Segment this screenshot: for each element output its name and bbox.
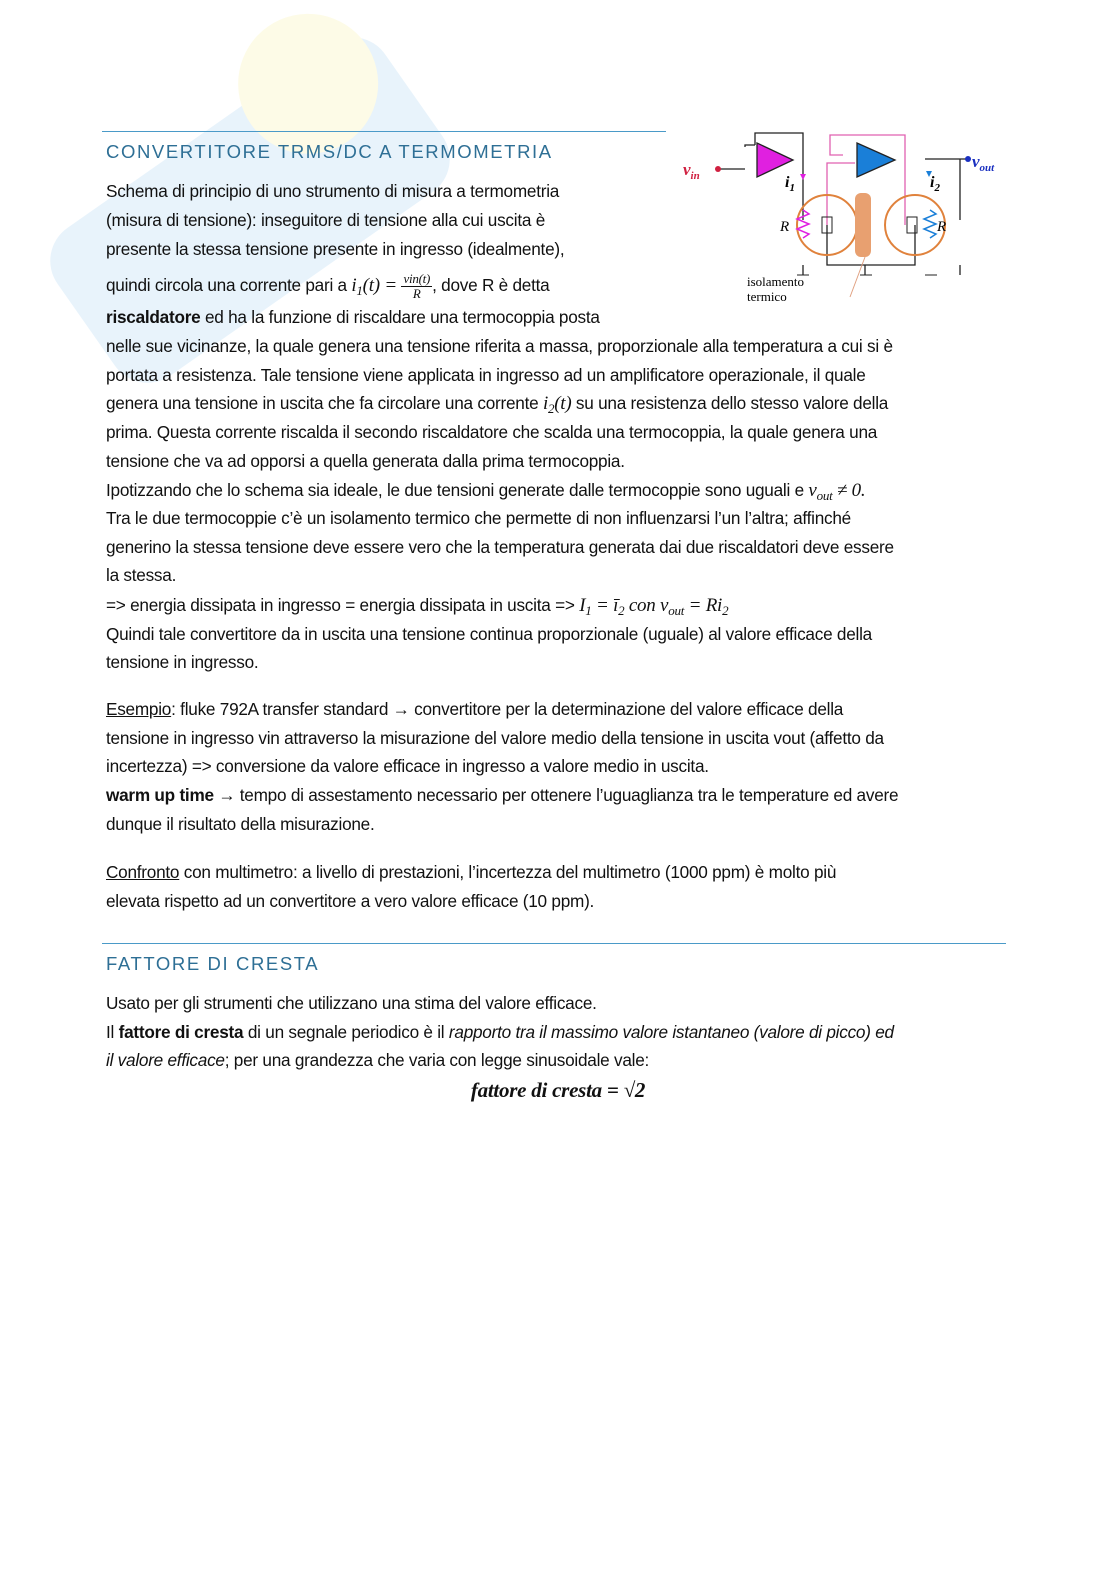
thermal-converter-circuit [675,125,1005,310]
text-m: i [542,393,548,414]
text-m: I [579,595,586,616]
text-line [106,180,559,202]
text-line [106,813,375,835]
text-line [106,594,728,622]
text-b: warm up time [106,785,214,805]
text-u: Confronto [106,862,180,882]
text: Usato per gli strumenti che utilizzano una stima del valore efficace. [106,993,597,1013]
text: tensione in ingresso vin attraverso la misurazione del valore medio della tensione in uscita vout (affetto da [106,728,884,748]
svg-text:i2: $i_2$ [930,174,940,194]
text-line [106,890,594,912]
text: di un segnale periodico è il [243,1022,449,1042]
text: → tempo di assestamento necessario per ottenere l’uguaglianza tra le temperature ed avere [213,785,899,805]
text-m: con v [624,595,669,616]
text-sub: 1 [585,603,592,618]
text-m: = Ri [684,595,723,616]
text-line [106,364,866,386]
text-line [106,755,709,777]
text: con multimetro: a livello di prestazioni, l’incertezza del multimetro (1000 ppm) è molto più [179,862,837,882]
text: dunque il risultato della misurazione. [106,814,375,834]
text-line [106,272,549,302]
text-m: (t) = [362,275,402,297]
text: Schema di principio di uno strumento di misura a termometria [106,181,560,201]
text: : fluke 792A transfer standard → convertitore per la determinazione del valore efficace della [171,699,844,719]
text-line [106,1021,894,1043]
text-sub: 2 [618,603,625,618]
section-rule [102,131,666,132]
text-sub: out [816,488,833,503]
text: Ipotizzando che lo schema sia ideale, le due tensioni generate dalle termocoppie sono uguali e [106,480,809,500]
text-line [106,209,545,231]
text-line [106,564,176,586]
text-line [106,507,851,529]
text-fnum: vin(t) [403,271,431,286]
svg-text:termico: termico [747,289,787,304]
text-i: rapporto tra il massimo valore istantaneo (valore di picco) ed [448,1022,894,1042]
text-sub: 2 [722,603,729,618]
svg-text:R: R [937,219,947,235]
text: tensione che va ad opporsi a quella generata dalla prima termocoppia. [106,451,625,471]
svg-text:isolamento: isolamento [747,274,805,289]
text-line [106,536,894,558]
text-line [106,450,625,472]
svg-text:vin: $v_{in}$ [683,160,700,182]
fraction [401,272,432,301]
text-line [106,698,843,720]
svg-text:vout: $v_{out}$ [972,152,995,174]
section-title: CONVERTITORE TRMS/DC A TERMOMETRIA [106,141,553,162]
text-m: i [351,275,357,297]
text: prima. Questa corrente riscalda il secondo riscaldatore che scalda una termocoppia, la quale genera una [106,422,878,442]
text-line [106,651,258,673]
text: (misura di tensione): inseguitore di tensione alla cui uscita è [106,210,546,230]
text: ; per una grandezza che varia con legge sinusoidale vale: [224,1050,650,1070]
text: incertezza) => conversione da valore efficace in ingresso a valore medio in uscita. [106,756,709,776]
text: nelle sue vicinanze, la quale genera una tensione riferita a massa, proporzionale alla temperatura a cui si è [106,336,893,356]
opamp-follower [757,143,793,177]
text: la stessa. [106,565,177,585]
text-i: il valore efficace [106,1050,225,1070]
text: Tra le due termocoppie c’è un isolamento termico che permette di non influenzarsi l’un l’altra; affinché [106,508,851,528]
text: generino la stessa tensione deve essere vero che la temperatura generata dai due riscaldatori deve essere [106,537,894,557]
text: tensione in ingresso. [106,652,259,672]
text: quindi circola una corrente pari a [106,275,352,296]
text-line [106,238,564,260]
svg-text:R: R [780,219,790,235]
text: portata a resistenza. Tale tensione viene applicata in ingresso ad un amplificatore operazionale, il quale [106,365,866,385]
text-line [106,392,888,420]
text: => energia dissipata in ingresso = energia dissipata in uscita => [106,595,580,615]
text-line [106,479,865,507]
section-title: FATTORE DI CRESTA [106,953,320,974]
text: , dove R è detta [432,275,550,296]
text-line [106,421,877,443]
text-sub: 1 [356,283,363,299]
text: ed ha la funzione di riscaldare una termocoppia posta [200,307,600,327]
text-b: fattore di cresta [118,1022,244,1042]
text-m: v [808,480,817,501]
text: presente la stessa tensione presente in ingresso (idealmente), [106,239,565,259]
svg-text:i1: $i_1$ [785,174,795,194]
text-fden: R [412,286,421,301]
text-line [106,623,872,645]
text-sub: 2 [547,401,555,416]
text-line [106,306,600,328]
text: Il [106,1022,119,1042]
text: genera una tensione in uscita che fa circolare una corrente [106,393,543,413]
text-line [106,992,597,1014]
formula: fattore di cresta = √2 [470,1078,646,1102]
text: elevata rispetto ad un convertitore a vero valore efficace (10 ppm). [106,891,595,911]
text-sub: out [668,603,685,618]
thermal-insulation [855,193,871,257]
text: su una resistenza dello stesso valore della [571,393,889,413]
text-line [106,784,898,806]
text-line [106,1049,649,1071]
text-m: (t) [554,393,572,414]
text-line [106,335,893,357]
text-m: = ī [591,595,619,616]
text-u: Esempio [106,699,172,719]
text-line [106,727,884,749]
text-line [106,861,836,883]
opamp-amplifier [857,143,895,177]
section-rule [102,943,1006,944]
text-m: ≠ 0. [832,480,866,501]
text-b: riscaldatore [106,307,201,327]
text: Quindi tale convertitore da in uscita una tensione continua proporzionale (uguale) al valore efficace della [106,624,872,644]
